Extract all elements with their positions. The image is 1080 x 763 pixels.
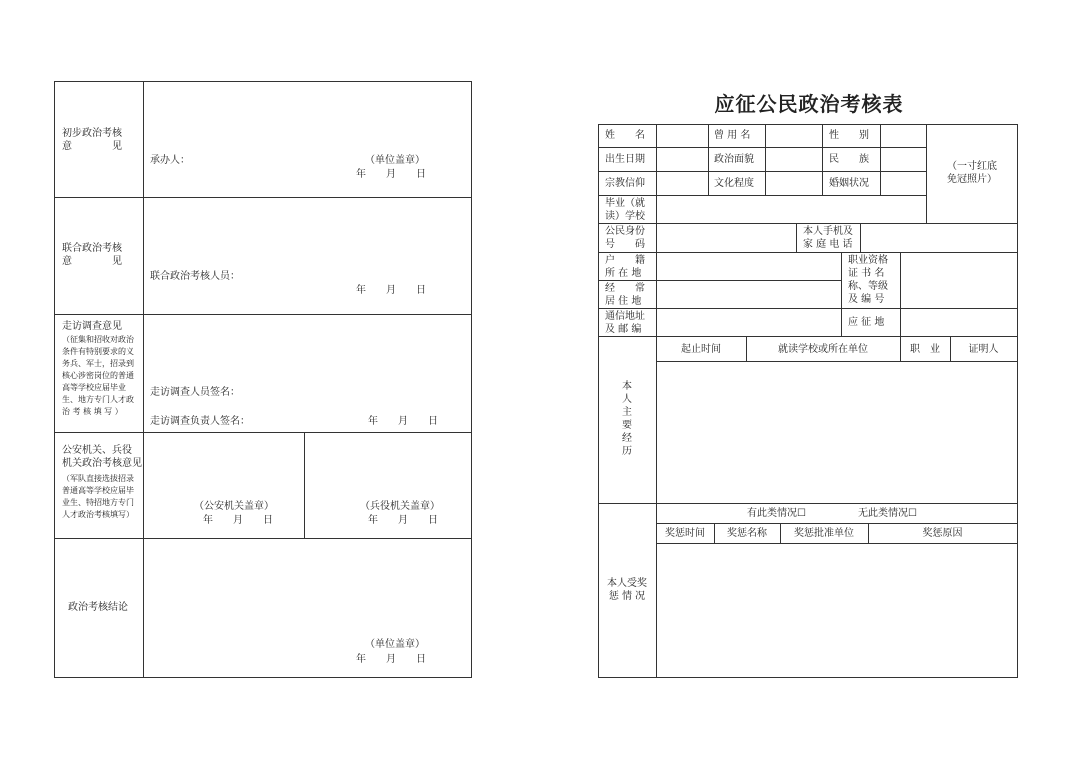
unit-stamp-1: （单位盖章） <box>365 155 425 166</box>
visit-survey-note: （征集和招收对政治 条件有特别要求的义 务兵、军士，招录到 核心涉密岗位的普通 高等学校应届毕业 生、地方专门人才政 治 考 核 填 写 ） <box>62 335 134 416</box>
marital-status-label: 婚姻状况 <box>829 178 869 189</box>
school-label: 毕业（就 读）学校 <box>605 198 645 222</box>
surveyor-signature-label: 走访调查人员签名： <box>150 387 240 398</box>
survey-leader-signature-label: 走访调查负责人签名： <box>150 416 250 427</box>
has-case-checkbox[interactable]: 有此类情况☐ <box>747 508 806 519</box>
qualification-label: 职业资格 证 书 名 称、等级 及 编 号 <box>848 255 888 305</box>
exp-header-school-unit: 就读学校或所在单位 <box>778 344 868 355</box>
exp-header-witness: 证明人 <box>968 344 999 355</box>
police-stamp: （公安机关盖章） <box>194 501 274 512</box>
residence-label: 经 常 居 住 地 <box>605 283 645 307</box>
award-header-approver: 奖惩批准单位 <box>794 528 854 539</box>
award-label: 本人受奖 惩 情 况 <box>607 578 647 602</box>
exp-header-occupation: 职 业 <box>910 344 940 355</box>
military-stamp: （兵役机关盖章） <box>360 501 440 512</box>
date-3: 年 月 日 <box>368 416 438 427</box>
religion-label: 宗教信仰 <box>605 178 645 189</box>
photo-placeholder: （一寸红底 免冠照片） <box>947 161 997 185</box>
police-military-review-label: 公安机关、兵役 机关政治考核意见 <box>62 445 142 469</box>
unit-stamp-5: （单位盖章） <box>365 639 425 650</box>
address-label: 通信地址 及 邮 编 <box>605 311 645 335</box>
ethnicity-label: 民 族 <box>829 154 869 165</box>
former-name-label: 曾 用 名 <box>714 130 751 141</box>
date-1: 年 月 日 <box>356 169 426 180</box>
exp-header-period: 起止时间 <box>681 344 721 355</box>
id-number-label: 公民身份 号 码 <box>605 226 645 250</box>
birth-date-label: 出生日期 <box>605 154 645 165</box>
conclusion-label: 政治考核结论 <box>68 602 128 613</box>
political-status-label: 政治面貌 <box>714 154 754 165</box>
name-label: 姓 名 <box>605 130 645 141</box>
preliminary-review-label: 初步政治考核 意 见 <box>62 128 122 152</box>
handler-label: 承办人： <box>150 155 190 166</box>
joint-reviewer-label: 联合政治考核人员： <box>150 271 240 282</box>
experience-label: 本 人 主 要 经 历 <box>622 381 632 457</box>
joint-review-label: 联合政治考核 意 见 <box>62 243 122 267</box>
award-header-reason: 奖惩原因 <box>922 528 963 539</box>
award-header-time: 奖惩时间 <box>665 528 705 539</box>
gender-label: 性 别 <box>829 130 869 141</box>
award-header-name: 奖惩名称 <box>727 528 767 539</box>
date-2: 年 月 日 <box>356 285 426 296</box>
education-label: 文化程度 <box>714 178 754 189</box>
date-5: 年 月 日 <box>356 654 426 665</box>
phone-label: 本人手机及 家 庭 电 话 <box>803 226 853 250</box>
enlist-place-label: 应 征 地 <box>848 317 885 328</box>
household-label: 户 籍 所 在 地 <box>605 255 645 279</box>
date-4b: 年 月 日 <box>368 515 438 526</box>
date-4a: 年 月 日 <box>203 515 273 526</box>
visit-survey-label: 走访调查意见 <box>62 321 122 332</box>
form-title: 应征公民政治考核表 <box>714 92 904 116</box>
no-case-checkbox[interactable]: 无此类情况☐ <box>858 508 917 519</box>
police-military-review-note: （军队直接选拔招录 普通高等学校应届毕 业生、特招地方专门 人才政治考核填写） <box>62 474 134 519</box>
